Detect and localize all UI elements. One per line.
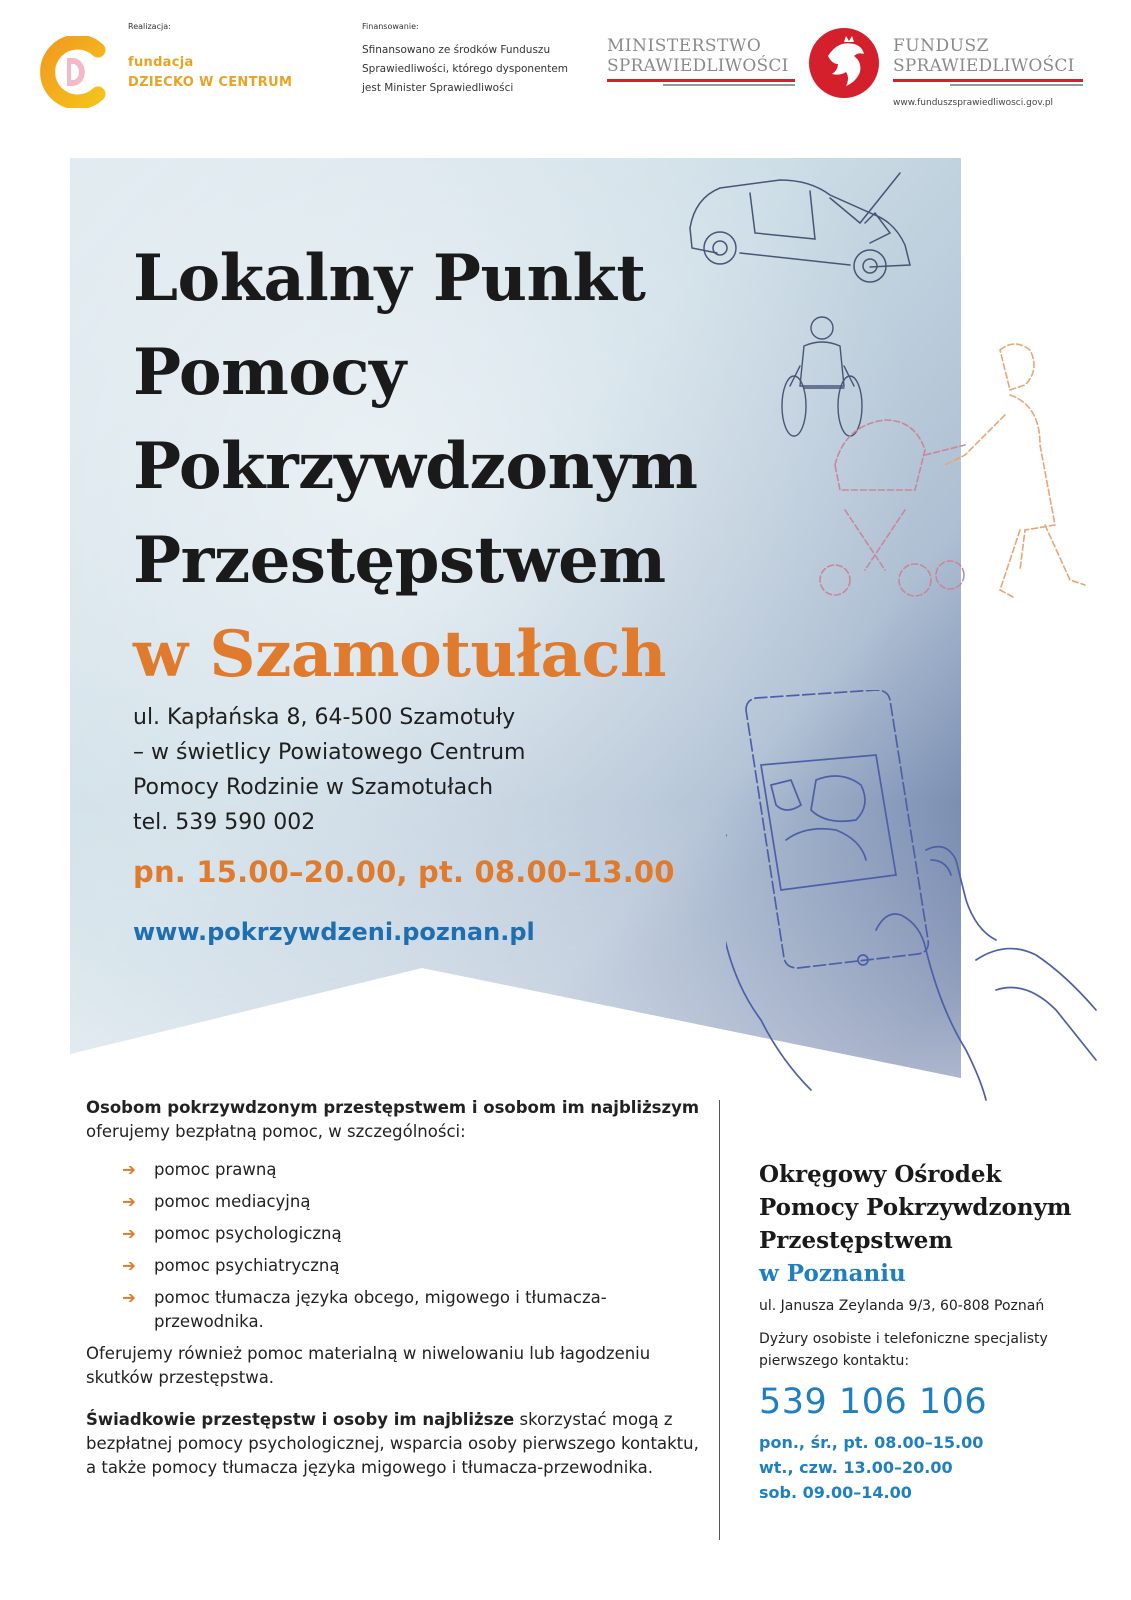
witness-text — [86, 1408, 706, 1480]
witness-rest: skorzystać mogą z bezpłatnej pomocy psychologicznej, wsparcia osoby pierwszego kontaktu, a także pomocy tłumacza języka migowego i tłumacza-przewodnika. — [86, 1410, 699, 1477]
fund-url: www.funduszsprawiedliwosci.gov.pl — [893, 98, 1054, 108]
damaged-car-icon — [680, 168, 940, 298]
arrow-right-icon: ➔ — [122, 1288, 136, 1307]
list-item — [122, 1222, 706, 1246]
hours-line: sob. 09.00–14.00 — [759, 1483, 912, 1502]
arrow-right-icon: ➔ — [122, 1224, 136, 1243]
offer-section — [86, 1096, 706, 1480]
list-item-label: pomoc prawną — [154, 1160, 277, 1179]
list-item-label: pomoc psychiatryczną — [154, 1256, 340, 1275]
center-phone[interactable]: 539 106 106 — [759, 1382, 988, 1422]
fundacja-line1: fundacja — [128, 55, 194, 70]
address-line: Pomocy Rodzinie w Szamotułach — [133, 775, 494, 800]
help-list — [122, 1158, 706, 1334]
duty-text: Dyżury osobiste i telefoniczne specjalisty pierwszego kontaktu: — [759, 1331, 1048, 1369]
ministry-logo — [607, 36, 795, 86]
center-hours — [759, 1430, 1099, 1505]
center-address: ul. Janusza Zeylanda 9/3, 60-808 Poznań — [759, 1298, 1045, 1314]
offer-intro-bold: Osobom pokrzywdzonym przestępstwem i osobom im najbliższym — [86, 1098, 700, 1117]
title-line: Przestępstwem — [133, 523, 666, 598]
list-item — [122, 1254, 706, 1278]
woman-with-stroller-icon — [815, 335, 1095, 620]
title-line: Pokrzywdzonym — [133, 429, 698, 504]
arrow-right-icon: ➔ — [122, 1192, 136, 1211]
website-link[interactable]: www.pokrzywdzeni.poznan.pl — [133, 918, 535, 946]
arrow-right-icon: ➔ — [122, 1160, 136, 1179]
hours-line: pon., śr., pt. 08.00–15.00 — [759, 1433, 984, 1452]
list-item-label: pomoc mediacyjną — [154, 1192, 311, 1211]
center-title-line: Okręgowy Ośrodek — [759, 1161, 1002, 1188]
arrow-right-icon: ➔ — [122, 1256, 136, 1275]
fund-line1: FUNDUSZ — [893, 36, 989, 56]
list-item — [122, 1286, 706, 1334]
center-city: w Poznaniu — [759, 1260, 906, 1287]
offer-intro-rest: oferujemy bezpłatną pomoc, w szczególności: — [86, 1122, 466, 1141]
funding-statement — [362, 41, 568, 98]
hours-line: wt., czw. 13.00–20.00 — [759, 1458, 953, 1477]
funding-line: Sfinansowano ze środków Funduszu — [362, 44, 551, 56]
ministry-line1: MINISTERSTWO — [607, 36, 762, 56]
offer-intro — [86, 1096, 706, 1144]
address-line: – w świetlicy Powiatowego Centrum — [133, 740, 526, 765]
witness-bold: Świadkowie przestępstw i osoby im najbliższe — [86, 1410, 515, 1429]
hand-with-phone-icon — [726, 690, 1106, 1130]
funding-line: jest Minister Sprawiedliwości — [362, 82, 514, 94]
fundacja-logo-icon — [40, 36, 112, 108]
fundacja-name — [128, 53, 292, 93]
material-help-text: Oferujemy również pomoc materialną w niwelowaniu lub łagodzeniu skutków przestępstwa. — [86, 1344, 651, 1387]
center-title — [759, 1158, 1099, 1257]
local-address — [133, 700, 526, 840]
funding-line: Sprawiedliwości, którego dysponentem — [362, 63, 569, 75]
fundacja-line2: DZIECKO W CENTRUM — [128, 75, 293, 90]
ministry-grey-bar — [663, 84, 795, 86]
center-title-line: Pomocy Pokrzywdzonym — [759, 1194, 1072, 1221]
fund-red-bar — [893, 79, 1083, 82]
fund-grey-bar — [950, 84, 1083, 86]
title-city: w Szamotułach — [133, 617, 666, 692]
center-title-line: Przestępstwem — [759, 1227, 953, 1254]
realizacja-label: Realizacja: — [128, 22, 171, 31]
poster-title — [133, 232, 698, 702]
fund-line2: SPRAWIEDLIWOŚCI — [893, 56, 1075, 76]
eagle-emblem-icon — [806, 26, 882, 100]
column-divider — [719, 1100, 720, 1540]
list-item-label: pomoc tłumacza języka obcego, migowego i tłumacza-przewodnika. — [154, 1288, 607, 1331]
ministry-red-bar — [607, 79, 795, 82]
ministry-line2: SPRAWIEDLIWOŚCI — [607, 56, 789, 76]
fund-logo — [893, 36, 1083, 86]
list-item-label: pomoc psychologiczną — [154, 1224, 342, 1243]
phone-line: tel. 539 590 002 — [133, 810, 316, 835]
local-hours: pn. 15.00–20.00, pt. 08.00–13.00 — [133, 855, 675, 889]
list-item — [122, 1158, 706, 1182]
finansowanie-label: Finansowanie: — [362, 22, 419, 31]
title-line: Pomocy — [133, 335, 406, 410]
address-line: ul. Kapłańska 8, 64-500 Szamotuły — [133, 705, 516, 730]
title-line: Lokalny Punkt — [133, 241, 646, 316]
center-info — [759, 1158, 1099, 1505]
list-item — [122, 1190, 706, 1214]
